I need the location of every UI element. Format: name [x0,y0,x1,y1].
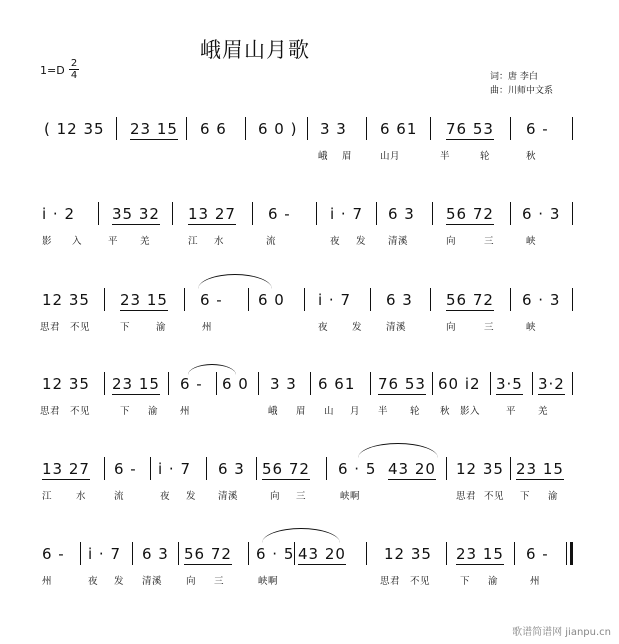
lyric: 峡啊 [340,491,361,502]
note-group: i · 7 [158,460,192,478]
lyric: 江 [188,236,199,247]
lyric: 渝 [488,576,499,587]
lyric: 轮 [410,406,421,417]
lyric: 江 [42,491,53,502]
slur [262,528,340,543]
time-signature [69,58,79,81]
lyricist-credit: 词：唐 李白 [490,72,538,82]
lyric: 夜 [88,576,99,587]
lyric: 思君 [40,322,61,333]
note-group: 23 15 [120,291,168,309]
barline [376,202,377,225]
credits [490,70,553,98]
lyric: 入 [72,236,83,247]
lyric: 渝 [148,406,159,417]
barline [510,117,511,140]
barline [310,372,311,395]
lyric: 羌 [140,236,151,247]
lyric: 州 [180,406,191,417]
lyric: 渝 [156,322,167,333]
note-group: 6 6 [200,120,227,138]
note-group: 6 - [526,545,549,563]
barline [116,117,117,140]
lyric: 轮 [480,151,491,162]
note-group: i · 7 [318,291,352,309]
key-signature: 1=D [40,64,65,77]
note-group: 6 61 [318,375,356,393]
lyric: 山月 [380,151,401,162]
barline [104,457,105,480]
note-group: 6 3 [218,460,245,478]
lyric: 羌 [538,406,549,417]
barline [432,372,433,395]
barline [132,542,133,565]
lyric: 流 [114,491,125,502]
note-group: 12 35 [456,460,504,478]
final-barline [570,542,573,565]
page-title: 峨眉山月歌 [200,38,310,62]
barline [572,372,573,395]
lyric: 发 [114,576,125,587]
barline [572,117,573,140]
lyric: 发 [356,236,367,247]
slur [188,364,236,375]
lyric: 向 [270,491,281,502]
lyric: 下 [120,406,131,417]
lyric: 峡 [526,236,537,247]
lyric: 不见 [484,491,505,502]
note-group: 6 - [114,460,137,478]
note-group: 12 35 [384,545,432,563]
note-group: 56 72 [262,460,310,478]
lyric: 发 [186,491,197,502]
lyric: 三 [214,576,225,587]
note-group: 6 - [526,120,549,138]
barline [98,202,99,225]
barline [510,288,511,311]
slur [358,443,438,458]
barline [186,117,187,140]
note-group: 13 27 [42,460,90,478]
note-group: 6 · 3 [522,291,561,309]
barline [566,542,567,565]
note-group: 6 - [268,205,291,223]
watermark: 歌谱简谱网 jianpu.cn [512,627,611,638]
lyric: 渝 [548,491,559,502]
lyric: 清溪 [142,576,163,587]
note-group: 6 · 5 [256,545,295,563]
lyric: 清溪 [386,322,407,333]
barline [432,202,433,225]
lyric: 不见 [70,322,91,333]
lyric: 发 [352,322,363,333]
note-group: 12 35 [42,291,90,309]
barline [80,542,81,565]
lyric: 水 [76,491,87,502]
composer-credit: 曲：川师中文系 [490,86,554,96]
barline [172,202,173,225]
barline [446,542,447,565]
lyric: 下 [460,576,471,587]
note-group: 23 15 [112,375,160,393]
slur [198,274,272,289]
note-group: 60 i2 [438,375,481,393]
note-group: 76 53 [446,120,494,138]
note-group: 6 0 [258,291,285,309]
barline [258,372,259,395]
lyric: 影入 [460,406,481,417]
lyric: 影 [42,236,53,247]
lyric: 向 [446,322,457,333]
note-group: 76 53 [378,375,426,393]
lyric: 月 [350,406,361,417]
note-group: 12 35 [42,375,90,393]
note-group: 56 72 [446,291,494,309]
barline [490,372,491,395]
barline [184,288,185,311]
barline [326,457,327,480]
lyric: 清溪 [388,236,409,247]
barline [370,288,371,311]
note-group: 23 15 [516,460,564,478]
note-group: i · 7 [330,205,364,223]
lyric: 州 [530,576,541,587]
note-group: 3·5 [496,375,523,393]
lyric: 三 [484,322,495,333]
meter-top: 2 [70,58,78,69]
lyric: 半 [440,151,451,162]
barline [366,117,367,140]
barline [216,372,217,395]
barline [430,117,431,140]
lyric: 眉 [296,406,307,417]
note-group: 3 3 [320,120,347,138]
note-group: 6 - [42,545,65,563]
barline [307,117,308,140]
note-group: 6 61 [380,120,418,138]
note-group: 6 · 5 [338,460,377,478]
lyric: 夜 [330,236,341,247]
barline [248,542,249,565]
lyric: 不见 [70,406,91,417]
lyric: 夜 [318,322,329,333]
lyric: 峡 [526,322,537,333]
note-group: 6 - [200,291,223,309]
barline [252,202,253,225]
barline [510,202,511,225]
note-group: 6 - [180,375,203,393]
lyric: 清溪 [218,491,239,502]
lyric: 平 [506,406,517,417]
note-group: 3·2 [538,375,565,393]
note-group: i · 2 [42,205,76,223]
note-group: 6 0 ) [258,120,298,138]
lyric: 秋 [440,406,451,417]
note-group: i · 7 [88,545,122,563]
note-group: 56 72 [184,545,232,563]
barline [150,457,151,480]
barline [256,457,257,480]
note-group: 43 20 [388,460,436,478]
lyric: 三 [296,491,307,502]
barline [532,372,533,395]
barline [104,288,105,311]
lyric: 州 [202,322,213,333]
lyric: 向 [446,236,457,247]
lyric: 峨 [318,151,329,162]
lyric: 下 [120,322,131,333]
lyric: 向 [186,576,197,587]
barline [248,288,249,311]
note-group: 23 15 [130,120,178,138]
note-group: 6 3 [388,205,415,223]
note-group: 35 32 [112,205,160,223]
lyric: 峨 [268,406,279,417]
lyric: 峡啊 [258,576,279,587]
barline [294,542,295,565]
lyric: 不见 [410,576,431,587]
lyric: 山 [324,406,335,417]
note-group: 6 · 3 [522,205,561,223]
lyric: 秋 [526,151,537,162]
barline [245,117,246,140]
note-group: 3 3 [270,375,297,393]
note-group: 23 15 [456,545,504,563]
note-group: ( 12 35 [44,120,105,138]
barline [446,457,447,480]
barline [304,288,305,311]
meter-bottom: 4 [70,70,78,81]
lyric: 思君 [456,491,477,502]
barline [104,372,105,395]
lyric: 思君 [40,406,61,417]
barline [178,542,179,565]
note-group: 6 0 [222,375,249,393]
lyric: 夜 [160,491,171,502]
barline [514,542,515,565]
barline [206,457,207,480]
lyric: 半 [378,406,389,417]
lyric: 州 [42,576,53,587]
barline [366,542,367,565]
barline [572,288,573,311]
lyric: 流 [266,236,277,247]
barline [510,457,511,480]
barline [572,202,573,225]
lyric: 水 [214,236,225,247]
note-group: 43 20 [298,545,346,563]
barline [168,372,169,395]
lyric: 思君 [380,576,401,587]
lyric: 平 [108,236,119,247]
barline [316,202,317,225]
lyric: 眉 [342,151,353,162]
barline [370,372,371,395]
note-group: 56 72 [446,205,494,223]
note-group: 13 27 [188,205,236,223]
lyric: 下 [520,491,531,502]
lyric: 三 [484,236,495,247]
barline [430,288,431,311]
note-group: 6 3 [386,291,413,309]
note-group: 6 3 [142,545,169,563]
